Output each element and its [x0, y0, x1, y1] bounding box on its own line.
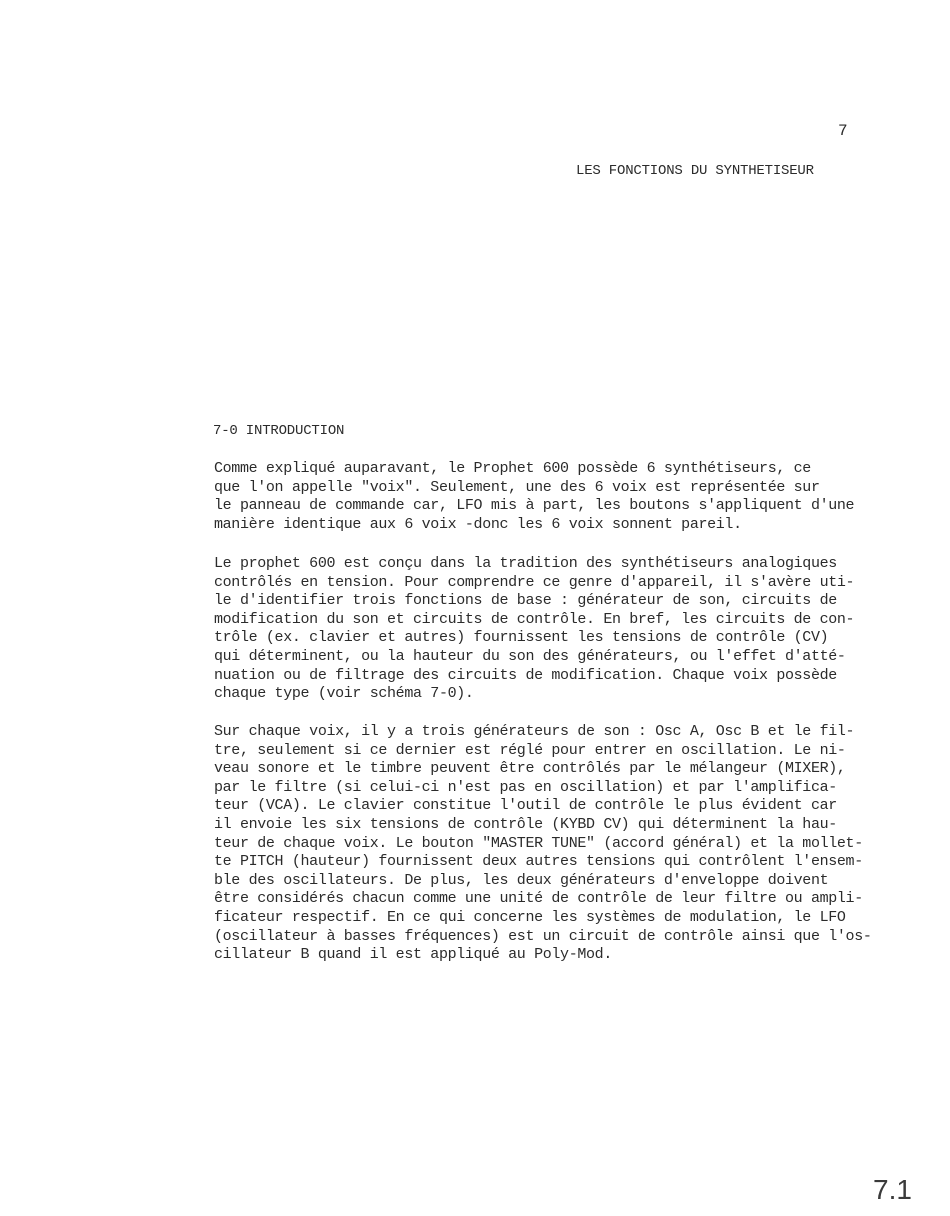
- text-line: Le prophet 600 est conçu dans la tradition des synthétiseurs analogiques: [214, 555, 837, 572]
- text-line: contrôlés en tension. Pour comprendre ce genre d'appareil, il s'avère uti-: [214, 573, 855, 591]
- text-line: teur de chaque voix. Le bouton "MASTER TUNE" (accord général) et la mollet-: [214, 834, 863, 852]
- text-line: modification du son et circuits de contrôle. En bref, les circuits de con-: [214, 610, 855, 628]
- text-line: ficateur respectif. En ce qui concerne les systèmes de modulation, le LFO: [214, 908, 846, 926]
- paragraph-voltage-control: [214, 555, 854, 704]
- text-line: nuation ou de filtrage des circuits de modification. Chaque voix possède: [214, 666, 837, 684]
- page-folio: 7.1: [873, 1174, 912, 1205]
- chapter-title: LES FONCTIONS DU SYNTHETISEUR: [576, 163, 814, 179]
- text-line: Sur chaque voix, il y a trois générateurs de son : Osc A, Osc B et le fil-: [214, 723, 855, 740]
- text-line: être considérés chacun comme une unité de contrôle de leur filtre ou ampli-: [214, 890, 863, 908]
- text-line: par le filtre (si celui-ci n'est pas en oscillation) et par l'amplifica-: [214, 778, 837, 796]
- text-line: te PITCH (hauteur) fournissent deux autres tensions qui contrôlent l'ensem-: [214, 853, 863, 871]
- text-line: ble des oscillateurs. De plus, les deux générateurs d'enveloppe doivent: [214, 871, 829, 889]
- text-line: que l'on appelle "voix". Seulement, une des 6 voix est représentée sur: [214, 478, 820, 496]
- text-line: (oscillateur à basses fréquences) est un circuit de contrôle ainsi que l'os-: [214, 927, 872, 945]
- paragraph-voice-generators: [214, 723, 872, 965]
- text-line: manière identique aux 6 voix -donc les 6 voix sonnent pareil.: [214, 515, 742, 533]
- paragraph-intro: [214, 460, 854, 534]
- text-line: Comme expliqué auparavant, le Prophet 600 possède 6 synthétiseurs, ce: [214, 460, 811, 477]
- text-line: cillateur B quand il est appliqué au Poly-Mod.: [214, 946, 612, 964]
- section-heading: 7-0 INTRODUCTION: [213, 423, 345, 439]
- text-line: le panneau de commande car, LFO mis à part, les boutons s'appliquent d'une: [214, 497, 855, 515]
- text-line: tre, seulement si ce dernier est réglé pour entrer en oscillation. Le ni-: [214, 741, 846, 759]
- text-line: veau sonore et le timbre peuvent être contrôlés par le mélangeur (MIXER),: [214, 760, 846, 778]
- text-line: trôle (ex. clavier et autres) fournissent les tensions de contrôle (CV): [214, 629, 829, 647]
- text-line: chaque type (voir schéma 7-0).: [214, 685, 474, 703]
- text-line: teur (VCA). Le clavier constitue l'outil de contrôle le plus évident car: [214, 797, 837, 815]
- page-number: 7: [838, 122, 848, 140]
- text-line: le d'identifier trois fonctions de base : générateur de son, circuits de: [214, 592, 837, 610]
- text-line: qui déterminent, ou la hauteur du son des générateurs, ou l'effet d'atté-: [214, 647, 846, 665]
- text-line: il envoie les six tensions de contrôle (KYBD CV) qui déterminent la hau-: [214, 815, 837, 833]
